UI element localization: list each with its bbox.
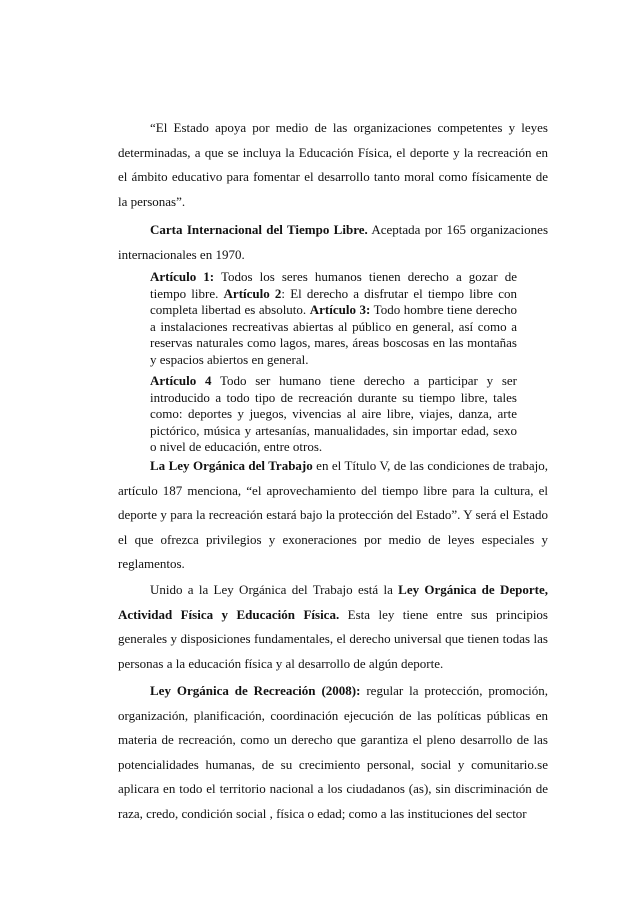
article-1-text: Todos los seres humanos tienen derecho a gozar de tiempo libre. bbox=[150, 269, 517, 301]
paragraph-carta-internacional bbox=[118, 218, 548, 267]
paragraph-text: Esta ley tiene entre sus principios generales y disposiciones fundamentales, el derecho universal que tienen todas las personas a la educación física y al desarrollo de algún deporte. bbox=[118, 606, 548, 671]
paragraph-text: regular la protección, promoción, organización, planificación, coordinación ejecución de las políticas públicas en materia de recreación, como un derecho que garantiza el pleno desarrollo de las potencialidades humanas, de su crecimiento personal, social y comunitario.se aplicara en todo el territorio nacional a los ciudadanos (as), sin discriminación de raza, credo, condición social , física o edad; como a las instituciones del sector bbox=[118, 683, 548, 821]
article-2-label: Artículo 2 bbox=[223, 285, 282, 301]
paragraph-text: Aceptada por 165 organizaciones internacionales en 1970. bbox=[118, 222, 548, 262]
quote-article-4 bbox=[150, 373, 517, 456]
article-1-label: Artículo 1: bbox=[150, 269, 215, 284]
article-2-text: : El derecho a disfrutar el tiempo libre con completa libertad es absoluto. bbox=[150, 285, 517, 318]
ley-recreacion-heading: Ley Orgánica de Recreación (2008): bbox=[150, 683, 361, 698]
paragraph-text: en el Título V, de las condiciones de trabajo, artículo 187 menciona, “el aprovechamiento del tiempo libre para la cultura, el deporte y para la recreación estará bajo la protección del Estado”. Y será el Estado el que ofrezca privilegios y exoneraciones por medio de leyes especiales y reglamentos. bbox=[118, 458, 548, 571]
paragraph-ley-trabajo bbox=[118, 454, 548, 577]
paragraph-text: Unido a la Ley Orgánica del Trabajo está la bbox=[150, 582, 399, 597]
quote-articles-1-3 bbox=[150, 269, 517, 369]
paragraph-ley-deporte bbox=[118, 578, 548, 676]
article-3-label: Artículo 3: bbox=[309, 302, 371, 318]
paragraph-text: “El Estado apoya por medio de las organizaciones competentes y leyes determinadas, a que se incluya la Educación Física, el deporte y la recreación en el ámbito educativo para fomentar el desarrollo tanto moral como físicamente de la personas”. bbox=[118, 120, 548, 209]
ley-deporte-heading: Ley Orgánica de Deporte, Actividad Física y Educación Física. bbox=[118, 582, 548, 622]
paragraph-ley-recreacion bbox=[118, 679, 548, 826]
ley-trabajo-heading: La Ley Orgánica del Trabajo bbox=[150, 458, 313, 473]
article-4-text: Todo ser humano tiene derecho a participar y ser introducido a todo tipo de recreación durante su tiempo libre, tales como: deportes y juegos, vivencias al aire libre, viajes, danza, arte pictórico, música y artesanías, manualidades, sin importar edad, sexo o nivel de educación, entre otros. bbox=[150, 373, 517, 455]
article-4-label: Artículo 4 bbox=[150, 373, 212, 388]
article-3-text: Todo hombre tiene derecho a instalaciones recreativas abiertas al público en general, así como a reservas naturales como lagos, mares, áreas boscosas en las montañas y espacios abiertos en general. bbox=[150, 302, 517, 367]
paragraph-state-quote bbox=[118, 116, 548, 214]
carta-heading: Carta Internacional del Tiempo Libre. bbox=[150, 222, 368, 237]
